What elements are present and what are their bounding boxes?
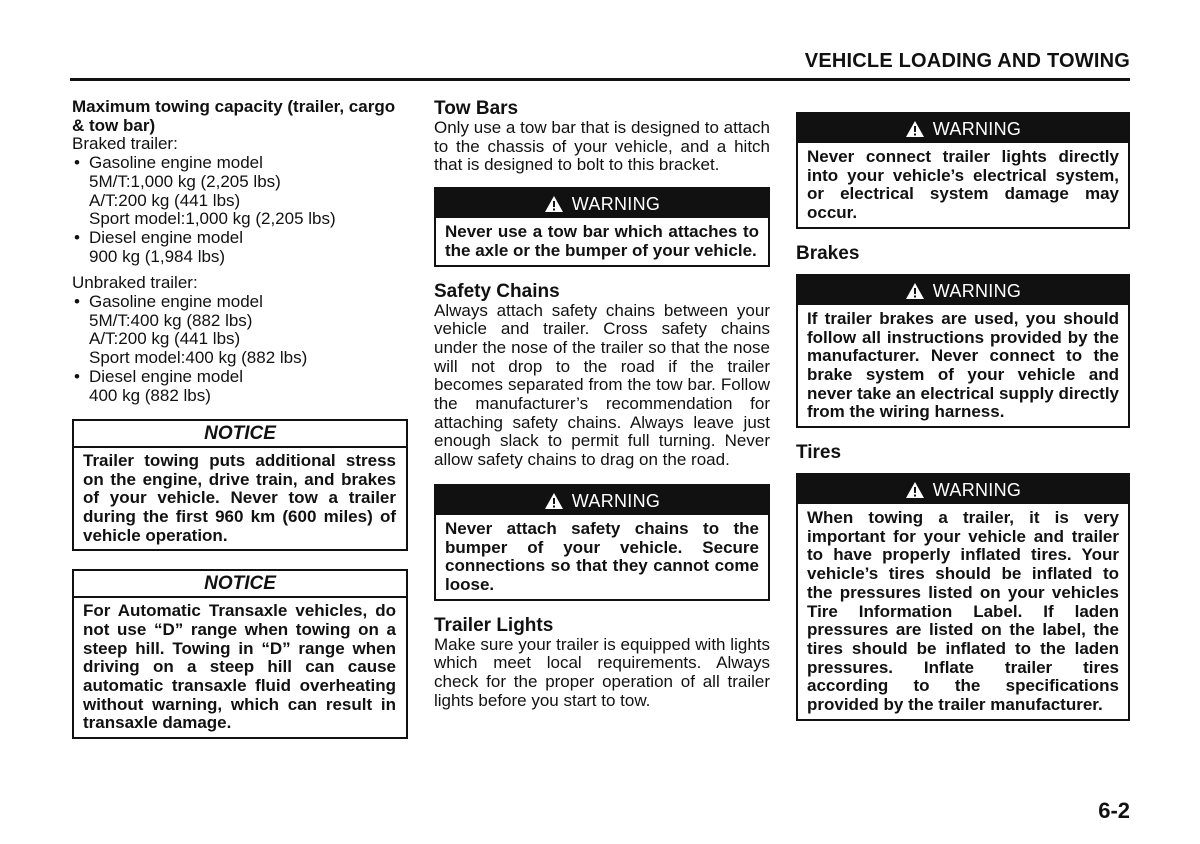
column-left xyxy=(72,98,408,739)
brakes-title: Brakes xyxy=(796,242,860,264)
warning-header xyxy=(436,189,768,218)
warning-triangle-icon xyxy=(905,120,925,138)
warning-text: When towing a trailer, it is very important for your vehicle and trailer to have properly inflated tires. Your vehicle’s tires should be inflated to the pressures listed on your vehicles Tire Information Label. If laden pressures are listed on the label, the tires should be inflated to the laden pressures. Inflate trailer tires according to the specifications provided by the trailer manufacturer. xyxy=(807,508,1119,715)
warning-title: WARNING xyxy=(932,119,1022,139)
warning-triangle-icon xyxy=(905,481,925,499)
warning-header xyxy=(798,276,1128,305)
trailer-lights-text: Make sure your trailer is equipped with lights which meet local requirements. Always check for the proper operation of all trailer lights before you start to tow. xyxy=(434,634,770,710)
column-middle xyxy=(434,98,770,710)
tow-bars-text: Only use a tow bar that is designed to attach to the chassis of your vehicle, and a hitch that is designed to bolt to this bracket. xyxy=(434,118,770,175)
list-item xyxy=(72,293,408,368)
notice-text: Trailer towing puts additional stress on the engine, drive train, and brakes of your vehicle. Never tow a trailer during the first 960 km (600 miles) of vehicle operation. xyxy=(83,450,396,545)
warning-box-brakes xyxy=(796,274,1130,428)
warning-header xyxy=(436,486,768,515)
warning-triangle-icon xyxy=(544,492,564,510)
warning-title: WARNING xyxy=(932,480,1022,501)
warning-text: Never connect trailer lights directly into your vehicle’s electrical system, or electrical system damage may occur. xyxy=(807,147,1119,223)
warning-triangle-icon xyxy=(544,195,564,213)
warning-box-tow-bar xyxy=(434,187,770,266)
trailer-lights-title: Trailer Lights xyxy=(434,614,554,636)
braked-trailer-label: Braked trailer: xyxy=(72,134,178,154)
page-header-title: VEHICLE LOADING AND TOWING xyxy=(804,50,1130,72)
unbraked-gasoline-title: • Gasoline engine model xyxy=(89,292,263,312)
notice-title: NOTICE xyxy=(74,571,406,598)
unbraked-gasoline-sport: Sport model:400 kg (882 lbs) xyxy=(89,348,308,368)
warning-text: Never attach safety chains to the bumper of your vehicle. Secure connections so that they cannot come loose. xyxy=(445,518,759,594)
towing-capacity-heading: Maximum towing capacity (trailer, cargo & tow bar) xyxy=(72,97,396,135)
warning-box-tires xyxy=(796,473,1130,721)
unbraked-trailer-label: Unbraked trailer: xyxy=(72,273,198,293)
unbraked-diesel-title: • Diesel engine model xyxy=(89,366,244,386)
warning-title: WARNING xyxy=(932,280,1022,301)
braked-diesel-value: 900 kg (1,984 lbs) xyxy=(89,246,226,266)
warning-header xyxy=(798,114,1128,143)
braked-gasoline-title: • Gasoline engine model xyxy=(89,153,263,173)
warning-title: WARNING xyxy=(571,490,661,511)
braked-gasoline-mt: 5M/T:1,000 kg (2,205 lbs) xyxy=(89,171,281,191)
braked-diesel-title: • Diesel engine model xyxy=(89,227,244,247)
safety-chains-title: Safety Chains xyxy=(434,280,560,302)
notice-box-towing-stress xyxy=(72,419,408,551)
list-item xyxy=(72,154,408,229)
warning-text: Never use a tow bar which attaches to the axle or the bumper of your vehicle. xyxy=(445,222,759,260)
list-item xyxy=(72,229,408,266)
list-item xyxy=(72,368,408,405)
braked-gasoline-sport: Sport model:1,000 kg (2,205 lbs) xyxy=(89,209,336,229)
warning-triangle-icon xyxy=(905,282,925,300)
page-number: 6-2 xyxy=(1098,798,1130,823)
safety-chains-text: Always attach safety chains between your vehicle and trailer. Cross safety chains under the nose of the trailer so that the nose will not drop to the road if the trailer becomes separated from the tow bar. Follow the manufacturer’s recommendation for attaching safety chains. Always leave just enough slack to permit full turning. Never allow safety chains to drag on the road. xyxy=(434,300,770,470)
unbraked-gasoline-at: A/T:200 kg (441 lbs) xyxy=(89,329,241,349)
braked-gasoline-at: A/T:200 kg (441 lbs) xyxy=(89,190,241,210)
column-right xyxy=(796,112,1130,721)
notice-box-automatic-transaxle xyxy=(72,569,408,739)
braked-trailer-list xyxy=(72,154,408,266)
warning-box-safety-chains xyxy=(434,484,770,601)
unbraked-gasoline-mt: 5M/T:400 kg (882 lbs) xyxy=(89,310,253,330)
notice-title: NOTICE xyxy=(74,421,406,448)
notice-text: For Automatic Transaxle vehicles, do not use “D” range when towing on a steep hill. Towing in “D” range when driving on a steep hill can cause automatic transaxle fluid overheating without warning, which can result in transaxle damage. xyxy=(83,601,396,733)
warning-box-trailer-lights xyxy=(796,112,1130,229)
tires-title: Tires xyxy=(796,442,842,464)
warning-header xyxy=(798,475,1128,504)
tow-bars-title: Tow Bars xyxy=(434,98,519,119)
header-rule xyxy=(70,78,1130,81)
unbraked-trailer-list xyxy=(72,293,408,405)
unbraked-diesel-value: 400 kg (882 lbs) xyxy=(89,385,211,405)
warning-text: If trailer brakes are used, you should follow all instructions provided by the manufacturer. Never connect to the brake system of your vehicle and never take an electrical supply directly from the wiring harness. xyxy=(807,308,1119,422)
warning-title: WARNING xyxy=(571,194,661,215)
